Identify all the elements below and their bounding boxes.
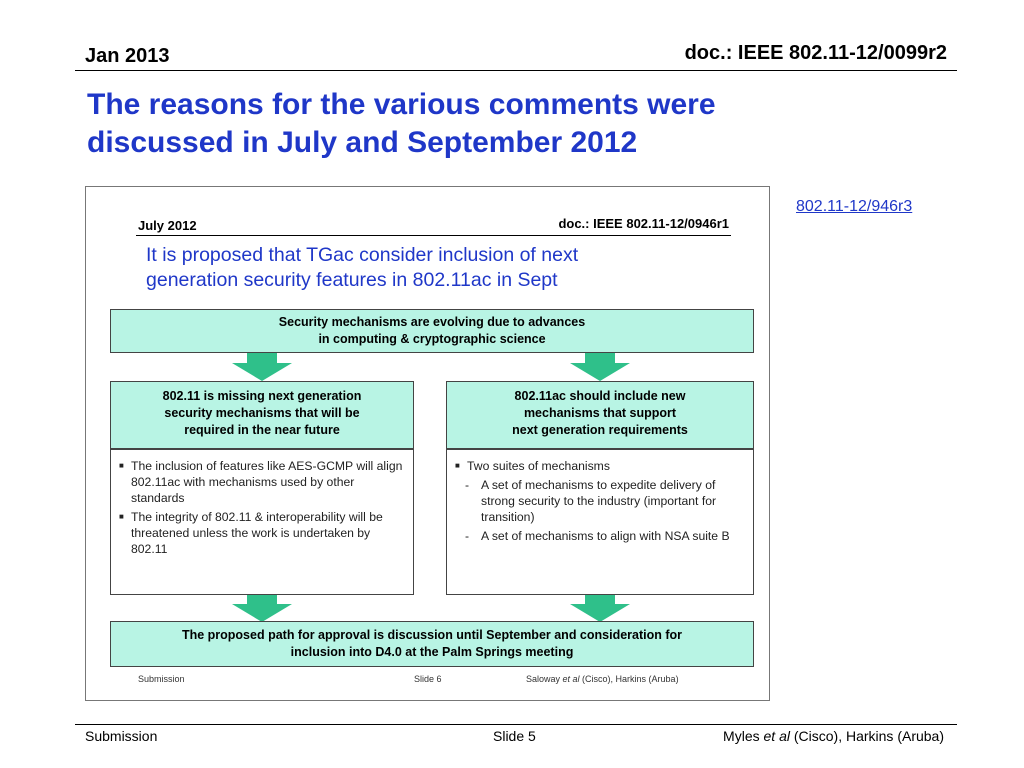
down-arrow-left-2: [232, 604, 292, 622]
down-arrow-left-1: [232, 363, 292, 381]
sub-list-item: [465, 528, 747, 544]
top-box: [110, 309, 754, 353]
sub-list-item: [465, 477, 747, 525]
slide-title: [87, 86, 847, 162]
embedded-footer-affiliations: (Cisco), Harkins (Aruba): [579, 674, 679, 684]
embedded-footer-center: Slide 6: [414, 674, 442, 684]
footer-slide-number: Slide 5: [493, 728, 536, 744]
down-arrow-right-2: [570, 604, 630, 622]
left-box-line-3: required in the near future: [184, 423, 340, 437]
embedded-footer-right: [526, 674, 679, 684]
footer-author: Myles: [723, 728, 764, 744]
bullet-text: The integrity of 802.11 & interoperability will be threatened unless the work is undertaken by 802.11: [131, 510, 383, 556]
right-box-line-2: mechanisms that support: [523, 406, 677, 420]
header-doc-id: doc.: IEEE 802.11-12/0099r2: [684, 42, 947, 64]
left-box-line-1: 802.11 is missing next generation: [162, 389, 362, 403]
embedded-header-divider: [136, 235, 731, 236]
header-date: Jan 2013: [85, 45, 170, 67]
footer-divider: [75, 724, 957, 725]
top-box-line-2: in computing & cryptographic science: [318, 332, 546, 346]
reference-link[interactable]: 802.11-12/946r3: [796, 198, 913, 215]
list-item: [119, 458, 407, 506]
arrow-stem-right-1: [585, 353, 615, 363]
list-item: [455, 458, 747, 474]
right-bullet-list: [446, 449, 754, 595]
top-box-line-1: Security mechanisms are evolving due to advances: [278, 315, 586, 329]
sub-item-text: A set of mechanisms to expedite delivery of strong security to the industry (important for transition): [481, 478, 717, 524]
arrow-stem-left-1: [247, 353, 277, 363]
footer-authors: [723, 728, 944, 744]
bottom-box: [110, 621, 754, 667]
embedded-title-line-2: generation security features in 802.11ac in Sept: [146, 269, 558, 291]
sub-item-text: A set of mechanisms to align with NSA suite B: [481, 529, 730, 543]
embedded-title: [146, 243, 746, 293]
bottom-box-line-2: inclusion into D4.0 at the Palm Springs meeting: [290, 645, 574, 659]
down-arrow-right-1: [570, 363, 630, 381]
left-teal-box: [110, 381, 414, 449]
right-box-line-3: next generation requirements: [512, 423, 688, 437]
embedded-doc-id: doc.: IEEE 802.11-12/0946r1: [558, 216, 729, 231]
left-bullet-list: [110, 449, 414, 595]
dash-icon: -: [465, 529, 470, 543]
footer-etal: et al: [763, 728, 790, 744]
right-teal-box: [446, 381, 754, 449]
footer-left: Submission: [85, 728, 158, 744]
bullet-text: The inclusion of features like AES-GCMP will align 802.11ac with mechanisms used by other standards: [131, 459, 403, 505]
embedded-footer-left: Submission: [138, 674, 185, 684]
list-item: [119, 509, 407, 557]
embedded-footer-etal: et al: [562, 674, 580, 684]
embedded-footer-author: Saloway: [526, 674, 563, 684]
embedded-slide-image: [85, 186, 770, 701]
embedded-date: July 2012: [138, 218, 197, 233]
bullet-icon: ■: [455, 461, 460, 470]
bullet-text: Two suites of mechanisms: [467, 459, 610, 473]
dash-icon: -: [465, 478, 470, 492]
bottom-box-line-1: The proposed path for approval is discussion until September and consideration for: [181, 628, 683, 642]
bullet-icon: ■: [119, 461, 124, 470]
embedded-title-line-1: It is proposed that TGac consider inclusion of next: [146, 244, 579, 266]
header-divider: [75, 70, 957, 71]
footer-affiliations: (Cisco), Harkins (Aruba): [789, 728, 944, 744]
title-line-1: The reasons for the various comments were: [87, 88, 716, 121]
title-line-2: discussed in July and September 2012: [87, 126, 638, 159]
left-box-line-2: security mechanisms that will be: [164, 406, 360, 420]
bullet-icon: ■: [119, 512, 124, 521]
right-box-line-1: 802.11ac should include new: [514, 389, 686, 403]
